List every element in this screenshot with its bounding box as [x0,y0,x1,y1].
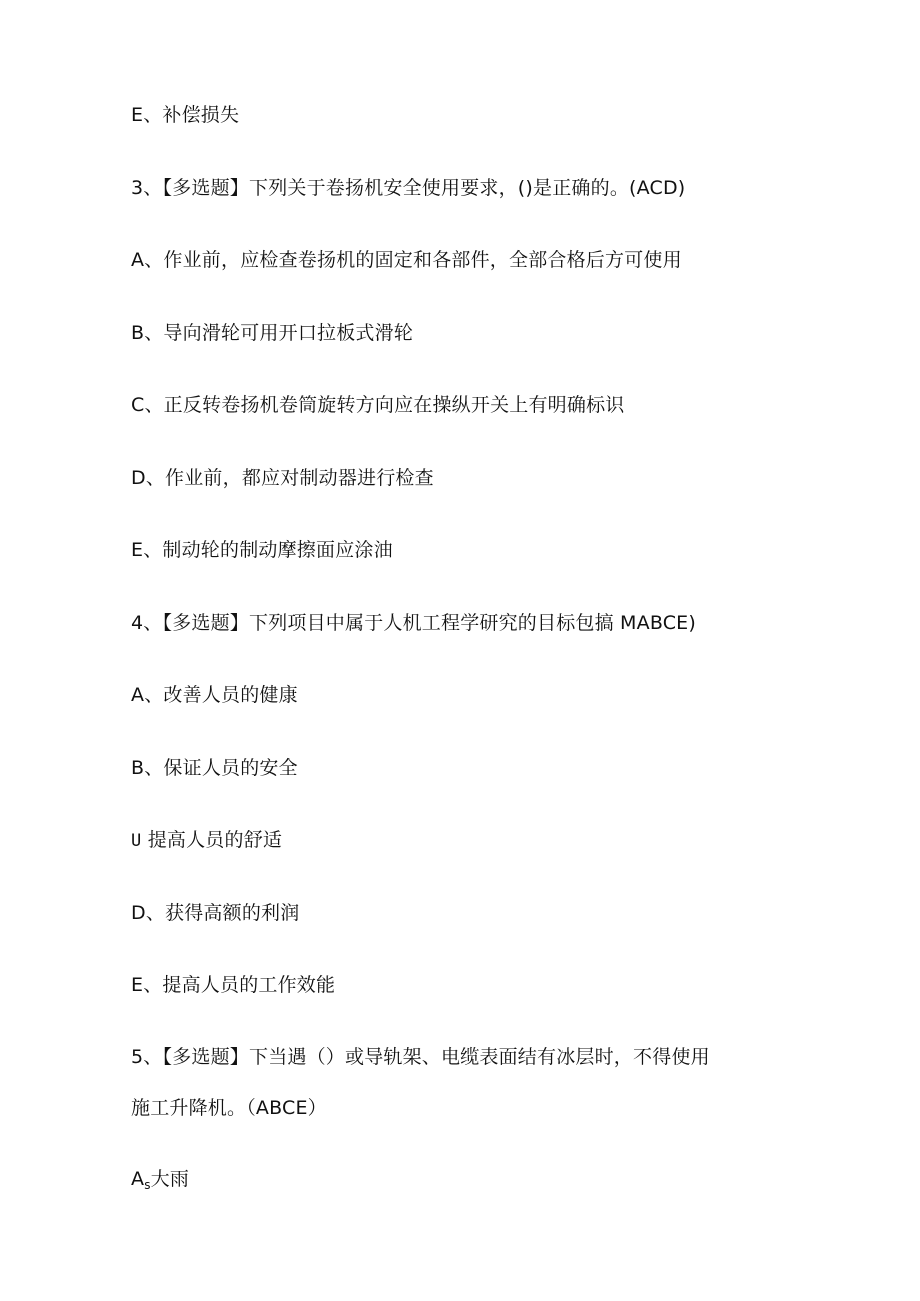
question-5-stem-line-1: 5、【多选题】下当遇（）或导轨架、电缆表面结有冰层时，不得使用 [131,1046,710,1068]
question-4-option-c [131,828,282,853]
option-a-text: 大雨 [150,1168,190,1190]
option-e-prev-question: E、补偿损失 [131,104,240,126]
question-3-option-b: B、导向滑轮可用开口拉板式滑轮 [131,322,414,344]
question-3-option-c: C、正反转卷扬机卷筒旋转方向应在操纵开关上有明确标识 [131,394,625,416]
option-a-subscript: s [144,1178,151,1192]
question-5-stem-line-2: 施工升降机。（ABCE） [131,1097,327,1119]
question-4-stem: 4、【多选题】下列项目中属于人机工程学研究的目标包搞 MABCE) [131,612,697,634]
question-4-option-e: E、提高人员的工作效能 [131,974,336,996]
question-3-option-a: A、作业前，应检查卷扬机的固定和各部件，全部合格后方可使用 [131,249,682,271]
option-c-prefix: U [131,831,142,851]
question-4-option-a: A、改善人员的健康 [131,684,298,706]
question-5-option-a [131,1167,189,1197]
question-4-option-d: D、获得高额的利润 [131,902,300,924]
option-a-letter: A [131,1168,145,1190]
question-4-option-b: B、保证人员的安全 [131,757,298,779]
question-3-stem: 3、【多选题】下列关于卷扬机安全使用要求，()是正确的。(ACD) [131,177,686,199]
question-3-option-d: D、作业前，都应对制动器进行检查 [131,467,434,489]
option-c-text: 提高人员的舒适 [147,829,283,851]
question-3-option-e: E、制动轮的制动摩擦面应涂油 [131,539,393,561]
